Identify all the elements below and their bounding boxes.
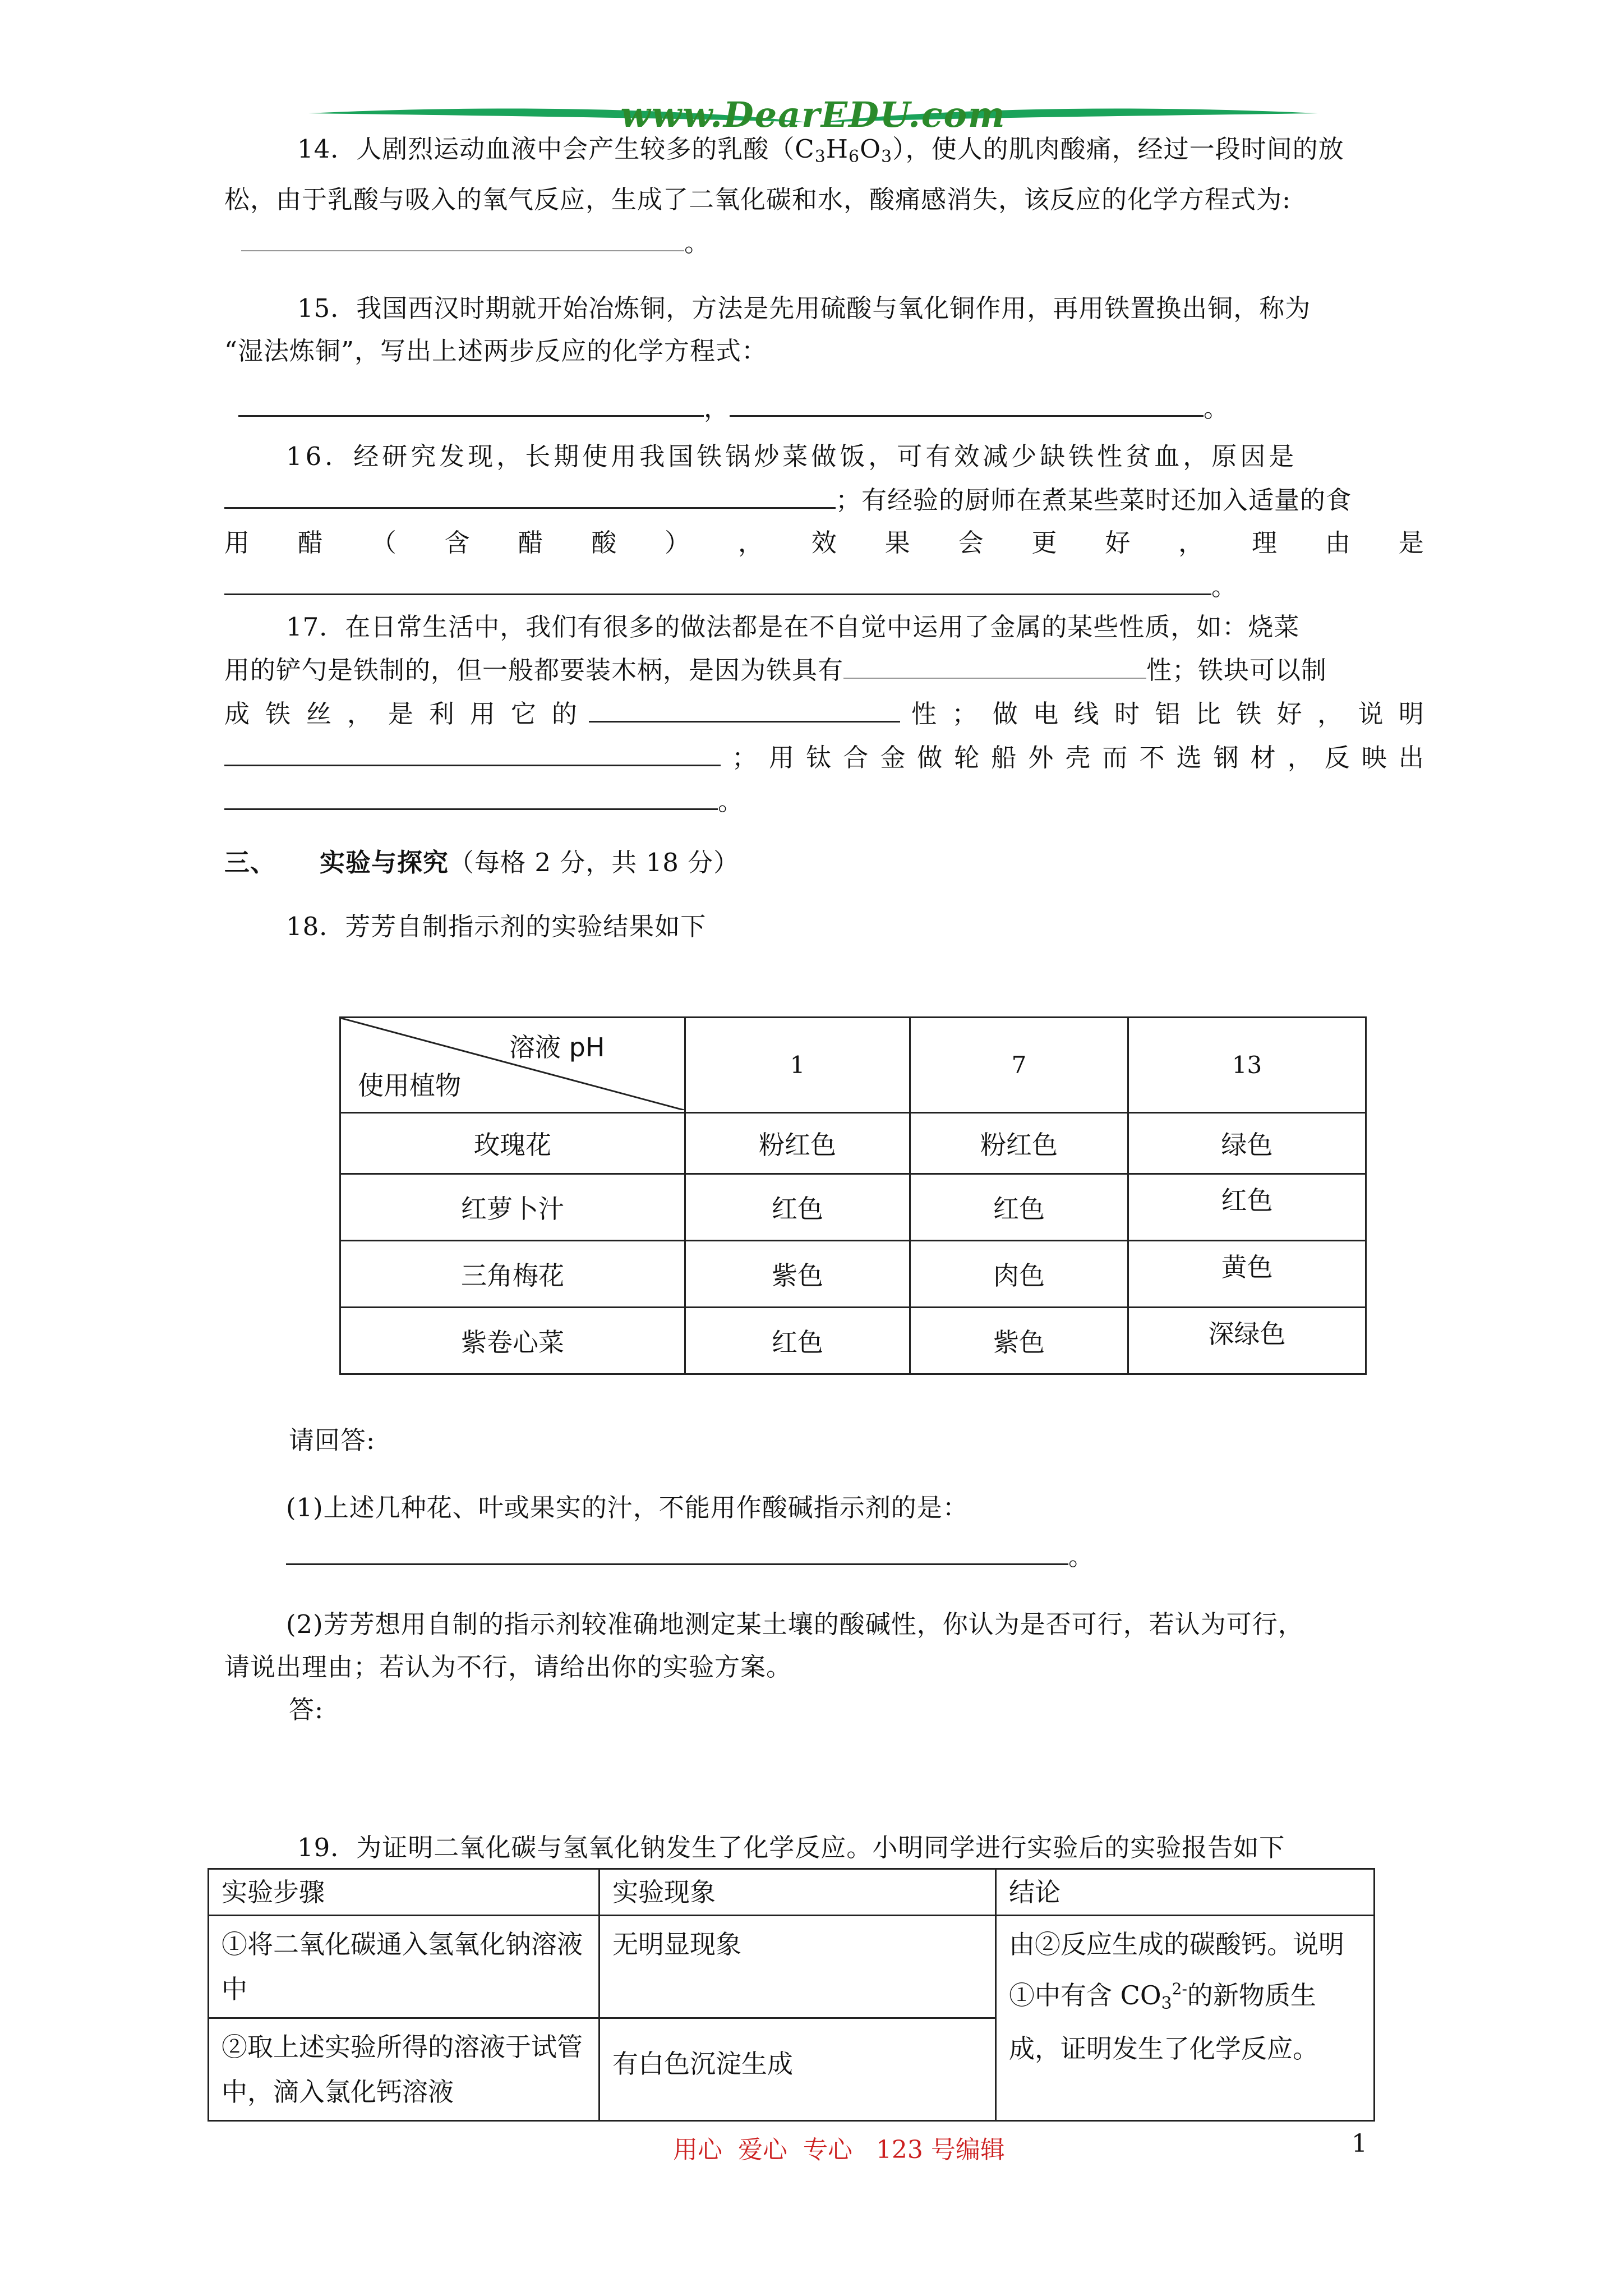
question-17 [224, 606, 1430, 823]
table-row: 红萝卜汁 红色 红色 红色 [340, 1174, 1366, 1241]
q14-line2: 松，由于乳酸与吸入的氧气反应，生成了二氧化碳和水，酸痛感消失，该反应的化学方程式为: [224, 185, 1292, 214]
q14-line1: 14．人剧烈运动血液中会产生较多的乳酸$(C_3H_6O_3)$，使人的肌肉酸痛，经过一段时间的放 [297, 134, 1344, 167]
q18-sub2: (2)芳芳想用自制的指示剂较准确地测定某土壤的酸碱性，你认为是否可行，若认为可行， 请说出理由；若认为不行，请给出你的实验方案。 答: [224, 1609, 1304, 1724]
q17-line1: 17．在日常生活中，我们有很多的做法都是在不自觉中运用了金属的某些性质，如：烧菜 [286, 612, 1300, 642]
table-row: 紫卷心菜 红色 紫色 深绿色 [340, 1308, 1366, 1374]
answer-blank[interactable] [843, 648, 1146, 679]
experiment-report-table [208, 1868, 1375, 2122]
site-logo: www.DearEDU.com [620, 94, 1006, 135]
q19-intro: 19．为证明二氧化碳与氢氧化钠发生了化学反应。小明同学进行实验后的实验报告如下 [297, 1833, 1285, 1862]
q16-line3: 用 醋 （ 含 醋 酸 ） ， 效 果 会 更 好 ， 理 由 是 [224, 528, 1424, 558]
q16-line2: ；有经验的厨师在煮某些菜时还加入适量的食 [224, 478, 1430, 522]
table-row: 三角梅花 紫色 肉色 黄色 [340, 1241, 1366, 1308]
question-15 [224, 287, 1430, 430]
answer-blank[interactable] [224, 779, 718, 810]
table-row: ②取上述实验所得的溶液于试管中，滴入氯化钙溶液 有白色沉淀生成 [209, 2018, 1375, 2121]
question-16 [224, 435, 1430, 608]
answer-blank[interactable] [730, 386, 1204, 417]
table-row: 玫瑰花 粉红色 粉红色 绿色 [340, 1113, 1366, 1174]
please-answer: 请回答: [289, 1425, 376, 1455]
footer-slogan: 用心 爱心 专心 123 号编辑 [673, 2136, 1005, 2164]
q17-line2: 用的铲勺是铁制的，但一般都要装木柄，是因为铁具有 性；铁块可以制 [224, 648, 1430, 692]
q16-line1: 16．经研究发现，长期使用我国铁锅炒菜做饭，可有效减少缺铁性贫血，原因是 [286, 441, 1298, 471]
page-number: 1 [1352, 2129, 1367, 2158]
answer-blank[interactable] [589, 692, 900, 723]
q16-line4: 。 [224, 564, 1430, 608]
q18-intro: 18．芳芳自制指示剂的实验结果如下 [286, 912, 707, 941]
q17-line5: 。 [224, 779, 1430, 823]
q15-line3: ， 。 [224, 386, 1430, 430]
answer-blank[interactable] [238, 386, 704, 417]
q18-sub1: (1)上述几种花、叶或果实的汁，不能用作酸碱指示剂的是： [286, 1493, 969, 1522]
q18-sub1-answer: 。 [286, 1534, 1094, 1578]
answer-blank[interactable] [286, 1534, 1068, 1565]
table-row: ①将二氧化碳通入氢氧化钠溶液中 无明显现象 由②反应生成的碳酸钙。说明①中有含 $CO_3^{2-}$的新物质生成，证明发生了化学反应。 [209, 1916, 1375, 2018]
answer-blank[interactable] [224, 478, 836, 509]
answer-blank[interactable] [224, 564, 1211, 595]
q15-line2: “湿法炼铜”，写出上述两步反应的化学方程式： [224, 336, 768, 366]
answer-blank[interactable] [241, 221, 684, 251]
q14-line3: 。 [224, 221, 1430, 264]
ph-header: 13 [1128, 1018, 1366, 1113]
section-heading: 三、 实验与探究（每格 2 分，共 18 分） [224, 848, 740, 877]
answer-blank[interactable] [224, 735, 721, 766]
q15-line1: 15．我国西汉时期就开始冶炼铜，方法是先用硫酸与氧化铜作用，再用铁置换出铜，称为 [297, 293, 1311, 323]
question-14 [224, 128, 1430, 264]
diagonal-header-cell: 溶液 pH 使用植物 [340, 1018, 685, 1113]
conclusion-cell: 由②反应生成的碳酸钙。说明①中有含 $CO_3^{2-}$的新物质生成，证明发生了化学反应。 [996, 1916, 1375, 2121]
table-header-row: 实验步骤 实验现象 结论 [209, 1869, 1375, 1916]
ph-header: 7 [910, 1018, 1128, 1113]
ph-header: 1 [685, 1018, 910, 1113]
indicator-table [339, 1016, 1367, 1375]
q17-line4: ； 用 钛 合 金 做 轮 船 外 壳 而 不 选 钢 材 ， 反 映 出 [224, 735, 1424, 779]
q17-line3: 成 铁 丝 ， 是 利 用 它 的 性 ； 做 电 线 时 铝 比 铁 好 ， 说 明 [224, 692, 1424, 735]
